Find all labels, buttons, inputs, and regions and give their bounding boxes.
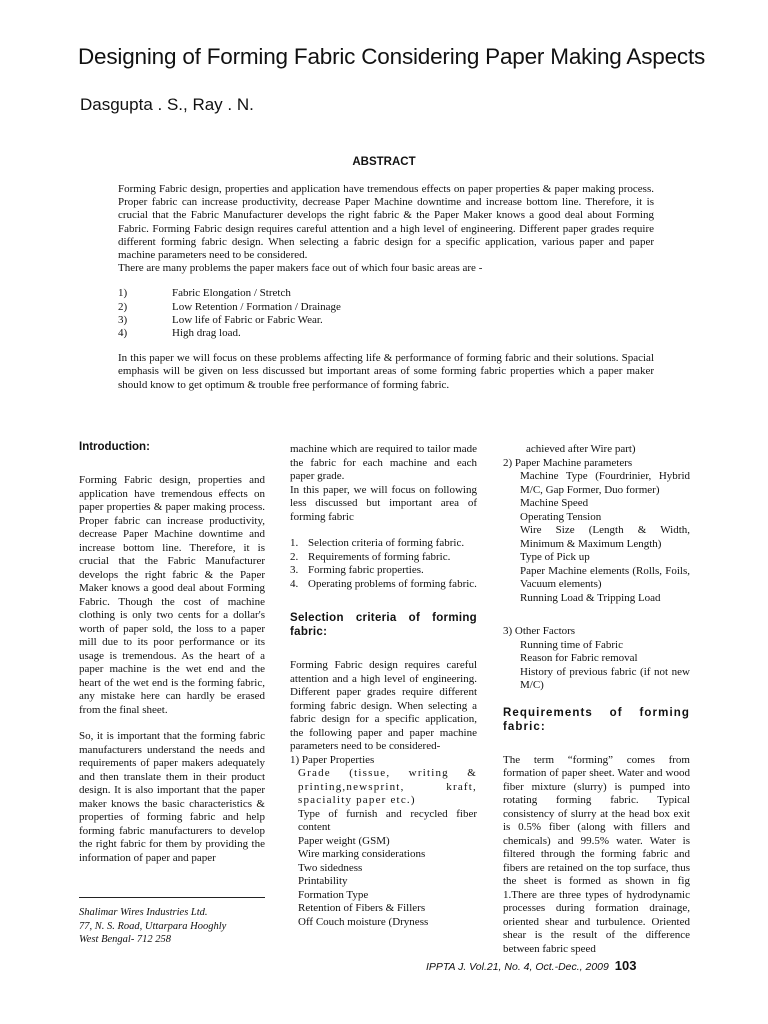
page-footer — [426, 958, 636, 973]
subsection-title: 1) Paper Properties — [290, 753, 375, 766]
abstract-heading: ABSTRACT — [352, 156, 416, 168]
list-item — [290, 551, 477, 565]
abstract-problem-list — [118, 287, 654, 340]
subsection-title: 2) Paper Machine parameters — [503, 456, 633, 469]
body-paragraph: machine which are required to tailor made the fabric for each machine and each paper grade. — [290, 443, 477, 482]
section-heading-selection-criteria: Selection criteria of forming fabric: — [290, 612, 477, 638]
list-item: Operating Tension — [520, 510, 602, 523]
column-3 — [503, 443, 690, 956]
focus-area-list — [290, 537, 477, 591]
list-item — [118, 287, 654, 300]
list-item: Machine Speed — [520, 497, 589, 509]
list-text: Forming fabric properties. — [308, 564, 424, 576]
list-item: Running time of Fabric — [520, 638, 623, 651]
section-heading-requirements: Requirements of forming fabric: — [503, 706, 690, 733]
list-item — [290, 564, 477, 578]
abstract — [118, 183, 654, 392]
list-item — [118, 314, 654, 327]
page-number: 103 — [614, 958, 637, 973]
list-item — [118, 327, 654, 340]
list-number: 2) — [118, 300, 128, 313]
list-text: High drag load. — [172, 327, 241, 340]
footnote-divider — [79, 897, 265, 898]
list-text: Low life of Fabric or Fabric Wear. — [172, 313, 323, 326]
list-item: Machine Type (Fourdrinier, Hybrid M/C, Gap Former, Duo former) — [520, 470, 690, 496]
list-number: 2. — [290, 550, 299, 563]
list-number: 3) — [118, 313, 128, 326]
list-text: Low Retention / Formation / Drainage — [172, 300, 341, 313]
list-number: 4) — [118, 327, 128, 340]
journal-citation: IPPTA J. Vol.21, No. 4, Oct.-Dec., 2009 — [426, 961, 609, 973]
list-item: History of previous fabric (if not new M/C) — [520, 665, 690, 691]
abstract-paragraph: There are many problems the paper makers face out of which four basic areas are - — [118, 262, 483, 275]
list-item: Running Load & Tripping Load — [520, 591, 661, 604]
column-1 — [79, 440, 265, 865]
list-text: Fabric Elongation / Stretch — [172, 287, 291, 300]
list-item: Off Couch moisture (Dryness — [298, 915, 429, 928]
list-item — [118, 301, 654, 314]
machine-parameters-list — [503, 470, 690, 605]
list-item: Wire Size (Length & Width, Minimum & Maximum Length) — [520, 524, 690, 550]
affiliation-line: West Bengal- 712 258 — [79, 934, 172, 945]
list-item: Reason for Fabric removal — [520, 652, 638, 664]
affiliation-line: Shalimar Wires Industries Ltd. — [79, 907, 208, 918]
list-item — [290, 578, 477, 592]
list-item: Type of Pick up — [520, 551, 590, 563]
list-text: Selection criteria of forming fabric. — [308, 537, 465, 549]
list-text: Operating problems of forming fabric. — [308, 577, 477, 590]
list-item — [290, 537, 477, 551]
body-paragraph: So, it is important that the forming fabric manufacturers understand the needs and requirements of paper makers adequately and then translate them in their product design. It is also important that the paper maker knows the basic characteristics & properties of forming fabric and help forming fabric manufacturers to develop the right fabric for them by providing the information of paper and paper — [79, 730, 265, 864]
list-item: Printability — [298, 875, 348, 887]
list-number: 1) — [118, 287, 128, 300]
list-text: Requirements of forming fabric. — [308, 550, 451, 563]
abstract-paragraph: In this paper we will focus on these problems affecting life & performance of forming fabric and their solutions. Spacial emphasis will be given on less discussed but important areas of some forming fabric properties which a paper maker should know to get optimum & trouble free performance of forming fabric. — [118, 352, 654, 391]
list-item: Paper weight (GSM) — [298, 834, 390, 847]
authors: Dasgupta . S., Ray . N. — [80, 95, 254, 114]
list-number: 1. — [290, 537, 299, 549]
body-paragraph: Forming Fabric design requires careful attention and a high level of engineering. Different paper grades require different forming fabric design. When selecting a fabric design for a specific application, the following paper and paper machine parameters need to be considered- — [290, 659, 477, 752]
list-item: Two sidedness — [298, 861, 363, 874]
affiliation-line: 77, N. S. Road, Uttarpara Hooghly — [79, 920, 227, 932]
column-2 — [290, 443, 477, 929]
list-number: 3. — [290, 564, 299, 576]
list-item: Formation Type — [298, 888, 369, 901]
abstract-paragraph: Forming Fabric design, properties and application have tremendous effects on paper properties & paper making process. Proper fabric can increase productivity, decrease Paper Machine downtime and increase bottom line. Therefore, it is crucial that the Fabric Manufacturer develops the right fabric & the Paper Maker knows a good deal about Forming Fabric. Forming Fabric design requires careful attention and a high level of engineering. Different paper grades require different forming fabric design. When selecting a fabric design for a specific application, various paper and paper machine parameters need to be considered. — [118, 183, 654, 262]
body-paragraph: In this paper, we will focus on following less discussed but important area of forming fabric — [290, 483, 477, 523]
author-affiliation — [79, 906, 279, 947]
paper-title: Designing of Forming Fabric Considering Paper Making Aspects — [78, 44, 706, 69]
body-paragraph: The term “forming” comes from formation of paper sheet. Water and wood fiber mixture (slurry) is pumped into rotating forming fabric. Typical consistency of slurry at the head box exit is 0.5% fiber (along with fillers and chemicals) and 99.5% water. Water is filtered through the forming fabric and fibers are retained on the top surface, thus the sheet is formed as shown in fig 1.There are three types of hydrodynamic processes during formation drainage, oriented shear and turbulence. Oriented shear is the result of the difference between fabric speed — [503, 753, 690, 955]
subsection-title: 3) Other Factors — [503, 625, 576, 637]
other-factors-list — [503, 639, 690, 693]
continued-text: achieved after Wire part) — [526, 443, 636, 455]
section-heading-introduction: Introduction: — [79, 441, 150, 453]
list-number: 4. — [290, 577, 299, 590]
paper-properties-list — [290, 767, 477, 929]
list-item: Retention of Fibers & Fillers — [298, 902, 426, 914]
list-item: Wire marking considerations — [298, 848, 426, 860]
list-item: Grade (tissue, writing & printing,newsprint, kraft, spaciality paper etc.) — [298, 767, 477, 806]
body-paragraph: Forming Fabric design, properties and application have tremendous effects on paper properties & paper making process. Proper fabric can increase productivity, decrease Paper Machine downtime and increase bottom line. Therefore, it is crucial that the Fabric Manufacturer develops the right fabric & the Paper Maker knows a good deal about Forming Fabric. Though the cost of machine clothing is only two cents for a dollar's worth of paper sold, the loss to a paper mill due to its poor performance or its usage is tremendous. As the heart of a paper machine is the wet end and the heart of the wet end is the forming fabric, any mistake here can hardly be erased from the final sheet. — [79, 474, 265, 716]
list-item: Type of furnish and recycled fiber content — [298, 807, 477, 833]
list-item: Paper Machine elements (Rolls, Foils, Vacuum elements) — [520, 564, 690, 590]
